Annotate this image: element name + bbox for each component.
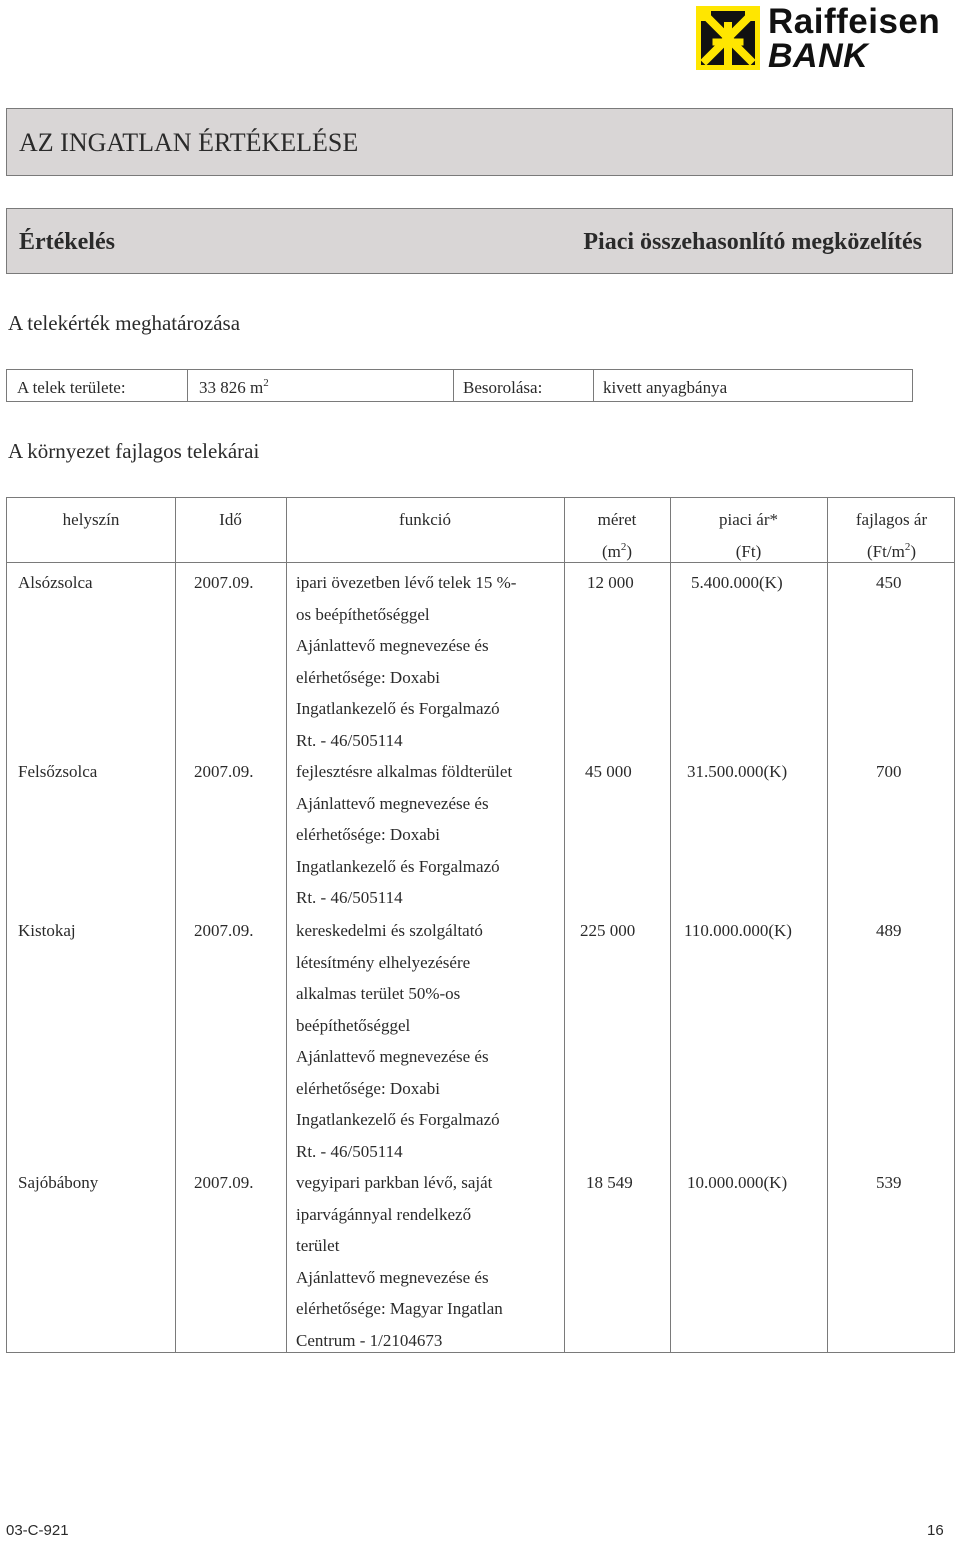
function-line: Rt. - 46/505114 [296,888,403,907]
function-line: vegyipari parkban lévő, saját [296,1173,493,1192]
header-time: Idő [219,510,242,529]
size-unit-exponent: 2 [620,540,627,553]
row-price: 10.000.000(K) [687,1173,788,1192]
table-column-divider [670,498,671,1352]
function-line: Ajánlattevő megnevezése és [296,1047,489,1066]
size-unit-close: ) [626,541,633,561]
plot-divider [453,370,454,401]
header-unit-price-unit [827,536,956,568]
table-column-divider [286,498,287,1352]
row-location: Sajóbábony [18,1173,99,1192]
function-line: Rt. - 46/505114 [296,730,403,750]
header-unit-price [827,504,956,567]
row-unit-price: 700 [876,762,902,781]
unit-price-unit-text: (Ft/m [867,541,905,561]
title-banner [6,108,953,176]
function-line: Ingatlankezelő és Forgalmazó [296,699,500,718]
brand-line2: BANK [768,37,869,75]
function-line: beépíthetőséggel [296,1015,411,1035]
table-column-divider [175,498,176,1352]
row-time: 2007.09. [194,1173,254,1192]
function-line: alkalmas terület 50%-os [296,984,461,1003]
row-unit-price: 539 [876,1173,902,1192]
plot-class-label: Besorolása: [463,378,543,397]
function-line: ipari övezetben lévő telek 15 %- [296,573,517,592]
unit-price-unit-exponent: 2 [904,540,911,553]
header-size-label: méret [597,510,637,529]
plot-divider [593,370,594,401]
evaluation-method: Piaci összehasonlító megközelítés [583,229,922,255]
plot-area-value [199,378,269,398]
plot-area-number: 33 826 m [199,378,264,397]
raiffeisen-gable-cross-icon [696,6,760,70]
function-line: Ingatlankezelő és Forgalmazó [296,856,500,876]
function-line: Rt. - 46/505114 [296,1141,403,1161]
header-price [670,504,827,567]
function-line: elérhetősége: Doxabi [296,667,440,687]
plot-area-exponent: 2 [263,377,269,389]
plot-heading: A telekérték meghatározása [8,311,241,335]
row-function [296,756,512,914]
row-location: Kistokaj [18,921,76,940]
function-line: Centrum - 1/2104673 [296,1330,443,1350]
header-size [564,504,670,567]
row-price: 5.400.000(K) [691,573,783,592]
row-time: 2007.09. [194,921,254,940]
size-unit-text: (m [601,541,621,561]
header-price-label: piaci ár* [719,510,778,529]
plot-class-value: kivett anyagbánya [603,378,728,397]
header-size-unit [564,536,670,568]
row-time: 2007.09. [194,762,254,781]
function-line: elérhetősége: Magyar Ingatlan [296,1299,503,1318]
table-column-divider [827,498,828,1352]
row-price: 110.000.000(K) [684,921,792,940]
header-function: funkció [399,510,451,529]
raiffeisen-logo [696,2,951,76]
row-size: 45 000 [585,762,632,781]
function-line: létesítmény elhelyezésére [296,952,471,972]
row-unit-price: 489 [876,921,902,940]
evaluation-banner [6,208,953,274]
function-line: elérhetősége: Doxabi [296,1078,440,1098]
function-line: os beépíthetőséggel [296,604,430,624]
function-line: Ajánlattevő megnevezése és [296,636,489,655]
row-unit-price: 450 [876,573,902,592]
function-line: Ajánlattevő megnevezése és [296,1267,489,1287]
comparison-table [6,497,955,1353]
row-location: Alsózsolca [18,573,93,592]
plot-info-box [6,369,913,402]
row-price: 31.500.000(K) [687,762,788,781]
row-location: Felsőzsolca [18,762,98,781]
row-function [296,1167,503,1356]
page-title: AZ INGATLAN ÉRTÉKELÉSE [19,128,359,157]
plot-divider [187,370,188,401]
row-function [296,567,516,756]
page-number: 16 [927,1522,944,1539]
row-size: 18 549 [586,1173,633,1192]
function-line: fejlesztésre alkalmas földterület [296,762,513,781]
function-line: Ajánlattevő megnevezése és [296,793,489,813]
function-line: elérhetősége: Doxabi [296,825,440,844]
header-location: helyszín [62,510,120,529]
document-code: 03-C-921 [6,1522,69,1539]
unit-price-unit-close: ) [910,541,916,561]
row-size: 225 000 [580,921,636,940]
row-time: 2007.09. [194,573,254,592]
function-line: iparvágánnyal rendelkező [296,1204,472,1224]
brand-wordmark [768,4,940,74]
plot-area-label: A telek területe: [17,378,126,397]
brand-line1: Raiffeisen [768,2,941,41]
function-line: terület [296,1236,340,1255]
row-size: 12 000 [587,573,634,592]
function-line: kereskedelmi és szolgáltató [296,921,483,940]
table-column-divider [564,498,565,1352]
row-function [296,915,500,1167]
header-price-unit: (Ft) [735,541,762,561]
header-unit-price-label: fajlagos ár [855,510,928,529]
environment-heading: A környezet fajlagos telekárai [8,439,260,463]
evaluation-label: Értékelés [19,229,115,255]
function-line: Ingatlankezelő és Forgalmazó [296,1110,500,1129]
